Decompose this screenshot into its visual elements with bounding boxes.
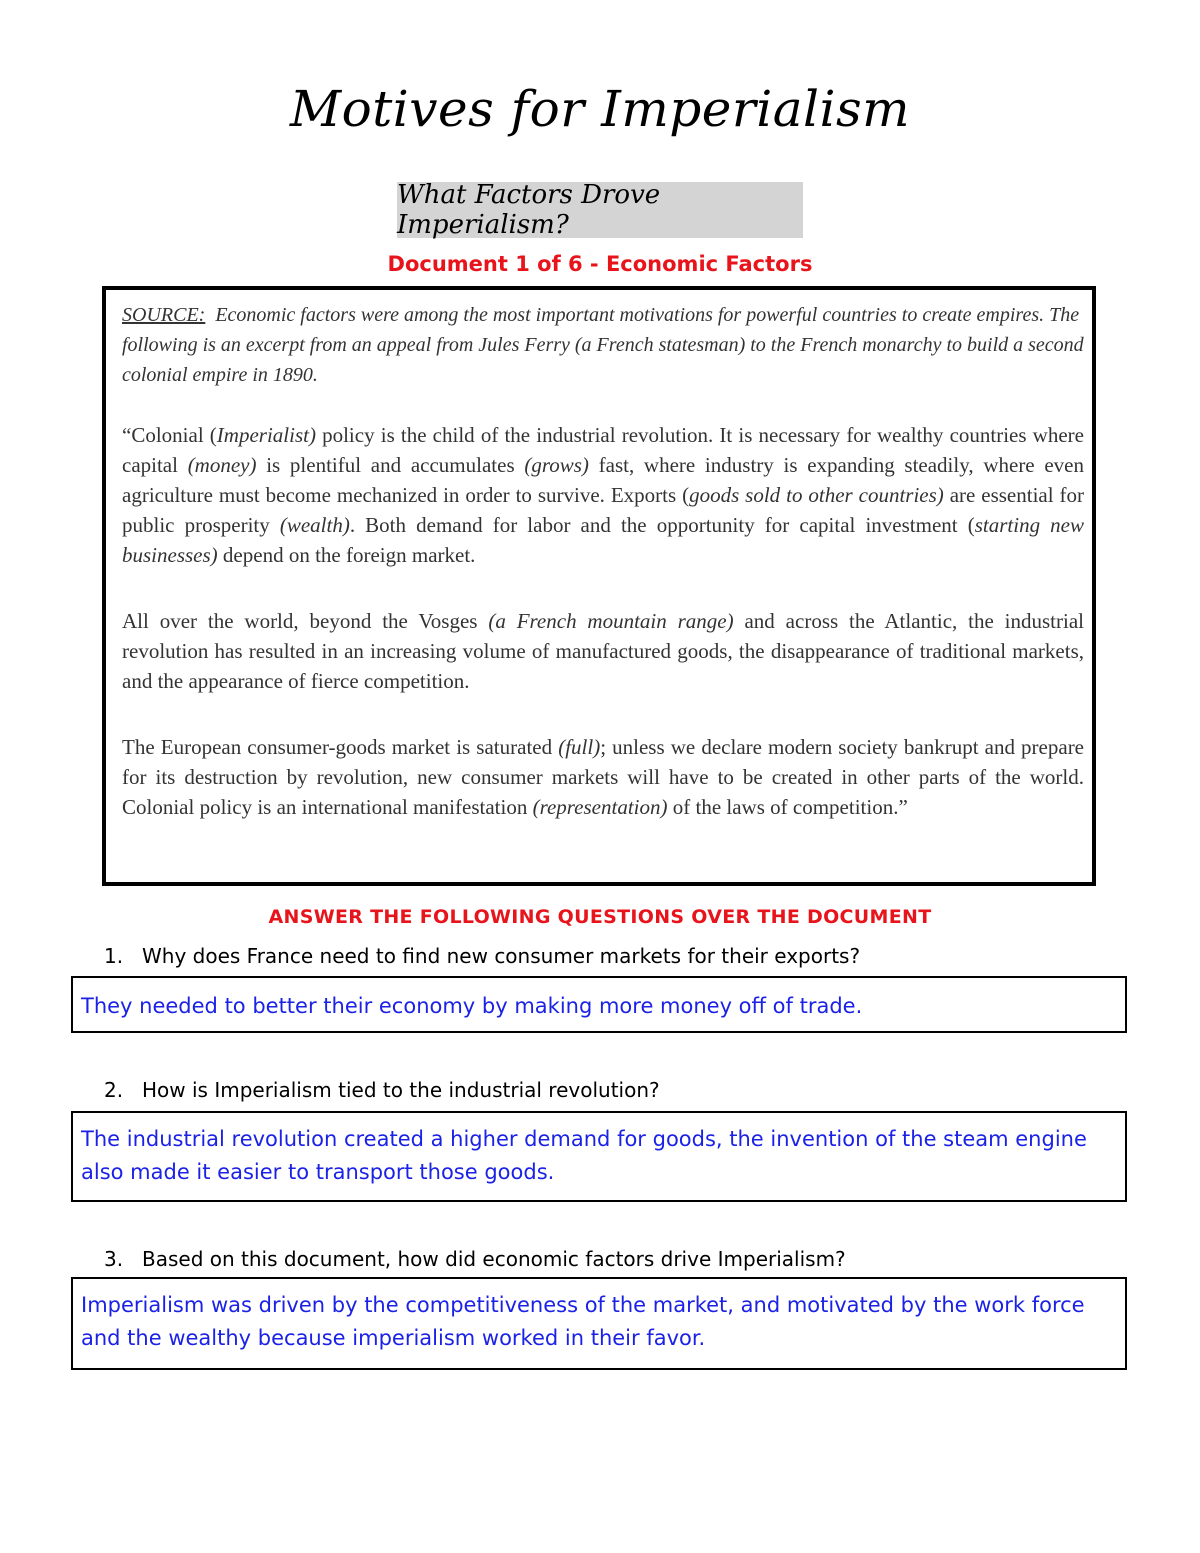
quote-text: policy is the child of the industrial revolution. It is necessary for wealthy countries where capital: [122, 423, 1084, 477]
document-label: Document 1 of 6 - Economic Factors: [387, 252, 813, 276]
quote-text: . Both demand for labor and the opportunity for capital investment (: [349, 513, 975, 537]
answer-field-2[interactable]: [71, 1111, 1127, 1202]
source-note-text: Economic factors were among the most important motivations for powerful countries to create empires. The following is an excerpt from an appeal from Jules Ferry (a French statesman) to the French monarchy to build a second colonial empire in 1890.: [122, 304, 1084, 386]
quote-text: fast, where industry is expanding steadily, where even agriculture must become mechanized in order to survive. Exports (: [122, 453, 1084, 507]
subtitle-banner: [397, 182, 803, 238]
quote-gloss: (wealth): [279, 513, 350, 537]
quote-text: depend on the foreign market.: [217, 543, 476, 567]
quote-text: is plentiful and accumulates: [256, 453, 525, 477]
question-3: [104, 1247, 846, 1271]
quote-text: of the laws of competition.”: [667, 795, 908, 819]
source-note: [122, 300, 1084, 390]
quote-paragraph-2: [122, 606, 1084, 696]
quote-paragraph-3: [122, 732, 1084, 822]
quote-text: The European consumer-goods market is saturated: [122, 735, 559, 759]
quote-gloss: (full): [558, 735, 601, 759]
question-text: Why does France need to find new consumer markets for their exports?: [142, 944, 861, 968]
question-number: 1.: [104, 944, 124, 968]
question-number: 3.: [104, 1247, 124, 1271]
source-excerpt-box: [102, 286, 1096, 886]
answer-text: Imperialism was driven by the competitiveness of the market, and motivated by the work force and the wealthy because imperialism worked in their favor.: [81, 1293, 1085, 1350]
quote-text: ; unless we declare modern society bankrupt and prepare for its destruction by revolution, new consumer markets will have to be created in other parts of the world. Colonial policy is an international manifestation: [122, 735, 1085, 819]
question-text: How is Imperialism tied to the industrial revolution?: [142, 1078, 660, 1102]
quote-text: “Colonial (: [122, 423, 217, 447]
answer-text: They needed to better their economy by making more money off of trade.: [81, 994, 863, 1018]
subtitle-text: What Factors Drove Imperialism?: [397, 180, 661, 240]
source-label: SOURCE:: [122, 304, 206, 326]
quote-gloss: (money): [187, 453, 257, 477]
quote-gloss: (representation): [532, 795, 668, 819]
answer-heading: ANSWER THE FOLLOWING QUESTIONS OVER THE DOCUMENT: [268, 906, 932, 928]
question-text: Based on this document, how did economic factors drive Imperialism?: [142, 1247, 846, 1271]
question-1: [104, 944, 860, 968]
quote-text: All over the world, beyond the Vosges: [122, 609, 489, 633]
quote-gloss: starting new businesses): [122, 513, 1084, 567]
source-excerpt-content: [122, 300, 1084, 858]
quote-gloss: (a French mountain range): [488, 609, 734, 633]
question-number: 2.: [104, 1078, 124, 1102]
quote-gloss: (grows): [524, 453, 589, 477]
quote-gloss: goods sold to other countries): [689, 483, 944, 507]
page-title: Motives for Imperialism: [289, 80, 911, 138]
quote-text: and across the Atlantic, the industrial revolution has resulted in an increasing volume of manufactured goods, the disappearance of traditional markets, and the appearance of fierce competition.: [122, 609, 1084, 693]
answer-field-1[interactable]: [71, 976, 1127, 1033]
quote-paragraph-1: [122, 420, 1084, 570]
quote-text: are essential for public prosperity: [122, 483, 1084, 537]
answer-field-3[interactable]: [71, 1277, 1127, 1370]
answer-text: The industrial revolution created a higher demand for goods, the invention of the steam engine also made it easier to transport those goods.: [81, 1127, 1087, 1184]
quote-gloss: Imperialist): [216, 423, 316, 447]
question-2: [104, 1078, 660, 1102]
